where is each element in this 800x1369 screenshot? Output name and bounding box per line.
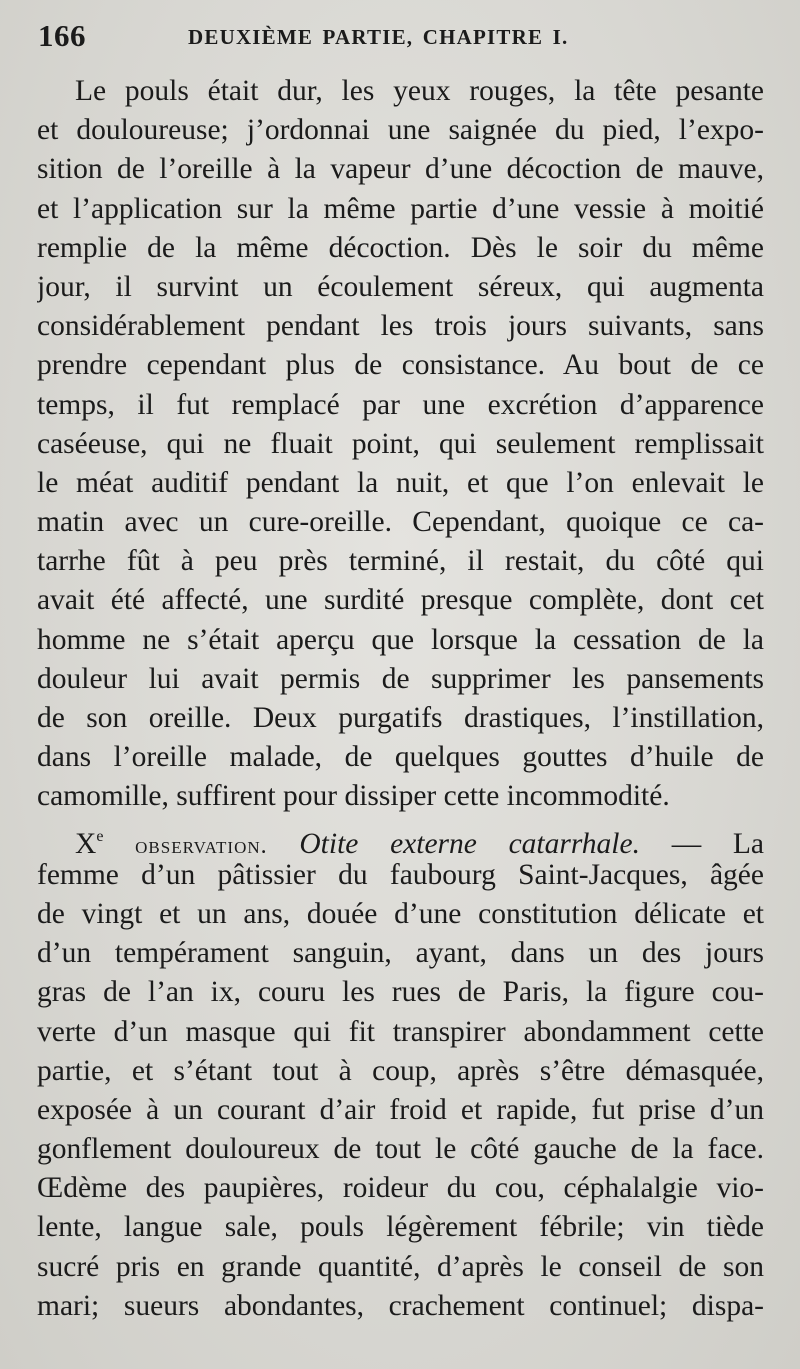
text-line: douleur lui avait permis de supprimer les pansements [37, 662, 764, 695]
text-line: gras de l’an ix, couru les rues de Paris, la figure cou- [37, 976, 764, 1009]
text-line: le méat auditif pendant la nuit, et que l’on enlevait le [37, 466, 764, 499]
text-line: dans l’oreille malade, de quelques gouttes d’huile de [37, 741, 764, 774]
text-line: caséeuse, qui ne fluait point, qui seulement remplissait [37, 427, 764, 460]
text-line: avait été affecté, une surdité presque complète, dont cet [37, 584, 764, 617]
text-line: sition de l’oreille à la vapeur d’une décoction de mauve, [37, 153, 764, 186]
text-line: sucré pris en grande quantité, d’après le conseil de son [37, 1250, 764, 1283]
text-line: considérablement pendant les trois jours suivants, sans [37, 310, 764, 343]
text-line: et l’application sur la même partie d’une vessie à moitié [37, 192, 764, 225]
text-line: jour, il survint un écoulement séreux, qui augmenta [37, 270, 764, 303]
running-head [38, 18, 778, 58]
text-line: mari; sueurs abondantes, crachement continuel; dispa- [37, 1289, 764, 1322]
text-line: et douloureuse; j’ordonnai une saignée du pied, l’expo- [37, 114, 764, 147]
text-line: partie, et s’étant tout à coup, après s’être démasquée, [37, 1054, 764, 1087]
chapter-title: DEUXIÈME PARTIE, CHAPITRE I. [188, 25, 569, 49]
text-line: Le pouls était dur, les yeux rouges, la tête pesante [75, 75, 764, 107]
text-line: verte d’un masque qui fit transpirer abondamment cette [37, 1015, 764, 1048]
text-line: camomille, suffirent pour dissiper cette incommodité. [37, 780, 670, 813]
text-line: prendre cependant plus de consistance. Au bout de ce [37, 349, 764, 382]
text-line: matin avec un cure-oreille. Cependant, quoique ce ca- [37, 506, 764, 539]
text-line: d’un tempérament sanguin, ayant, dans un des jours [37, 937, 764, 970]
text-line: homme ne s’était aperçu que lorsque la cessation de la [37, 623, 764, 656]
observation-number: Xe [75, 827, 104, 860]
text-line: lente, langue sale, pouls légèrement fébrile; vin tiède [37, 1211, 764, 1244]
text-line: Œdème des paupières, roideur du cou, céphalalgie vio- [37, 1172, 764, 1205]
observation-heading [37, 817, 765, 860]
observation-number-superscript: e [96, 827, 104, 845]
observation-text-start: — La [671, 827, 765, 860]
body-text [37, 72, 764, 1326]
text-line: de son oreille. Deux purgatifs drastiques, l’instillation, [37, 702, 764, 734]
observation-label: observation. [135, 832, 268, 859]
observation-title: Otite externe catarrhale. [299, 827, 640, 860]
page-number: 166 [38, 18, 86, 53]
text-line: gonflement douloureux de tout le côté gauche de la face. [37, 1133, 764, 1166]
text-line: exposée à un courant d’air froid et rapide, fut prise d’un [37, 1093, 764, 1126]
text-line: temps, il fut remplacé par une excrétion d’apparence [37, 388, 764, 421]
text-line: femme d’un pâtissier du faubourg Saint-Jacques, âgée [37, 858, 764, 891]
text-line: remplie de la même décoction. Dès le soir du même [37, 231, 764, 264]
text-line: tarrhe fût à peu près terminé, il restait, du côté qui [37, 545, 764, 578]
text-line: de vingt et un ans, douée d’une constitution délicate et [37, 897, 764, 930]
